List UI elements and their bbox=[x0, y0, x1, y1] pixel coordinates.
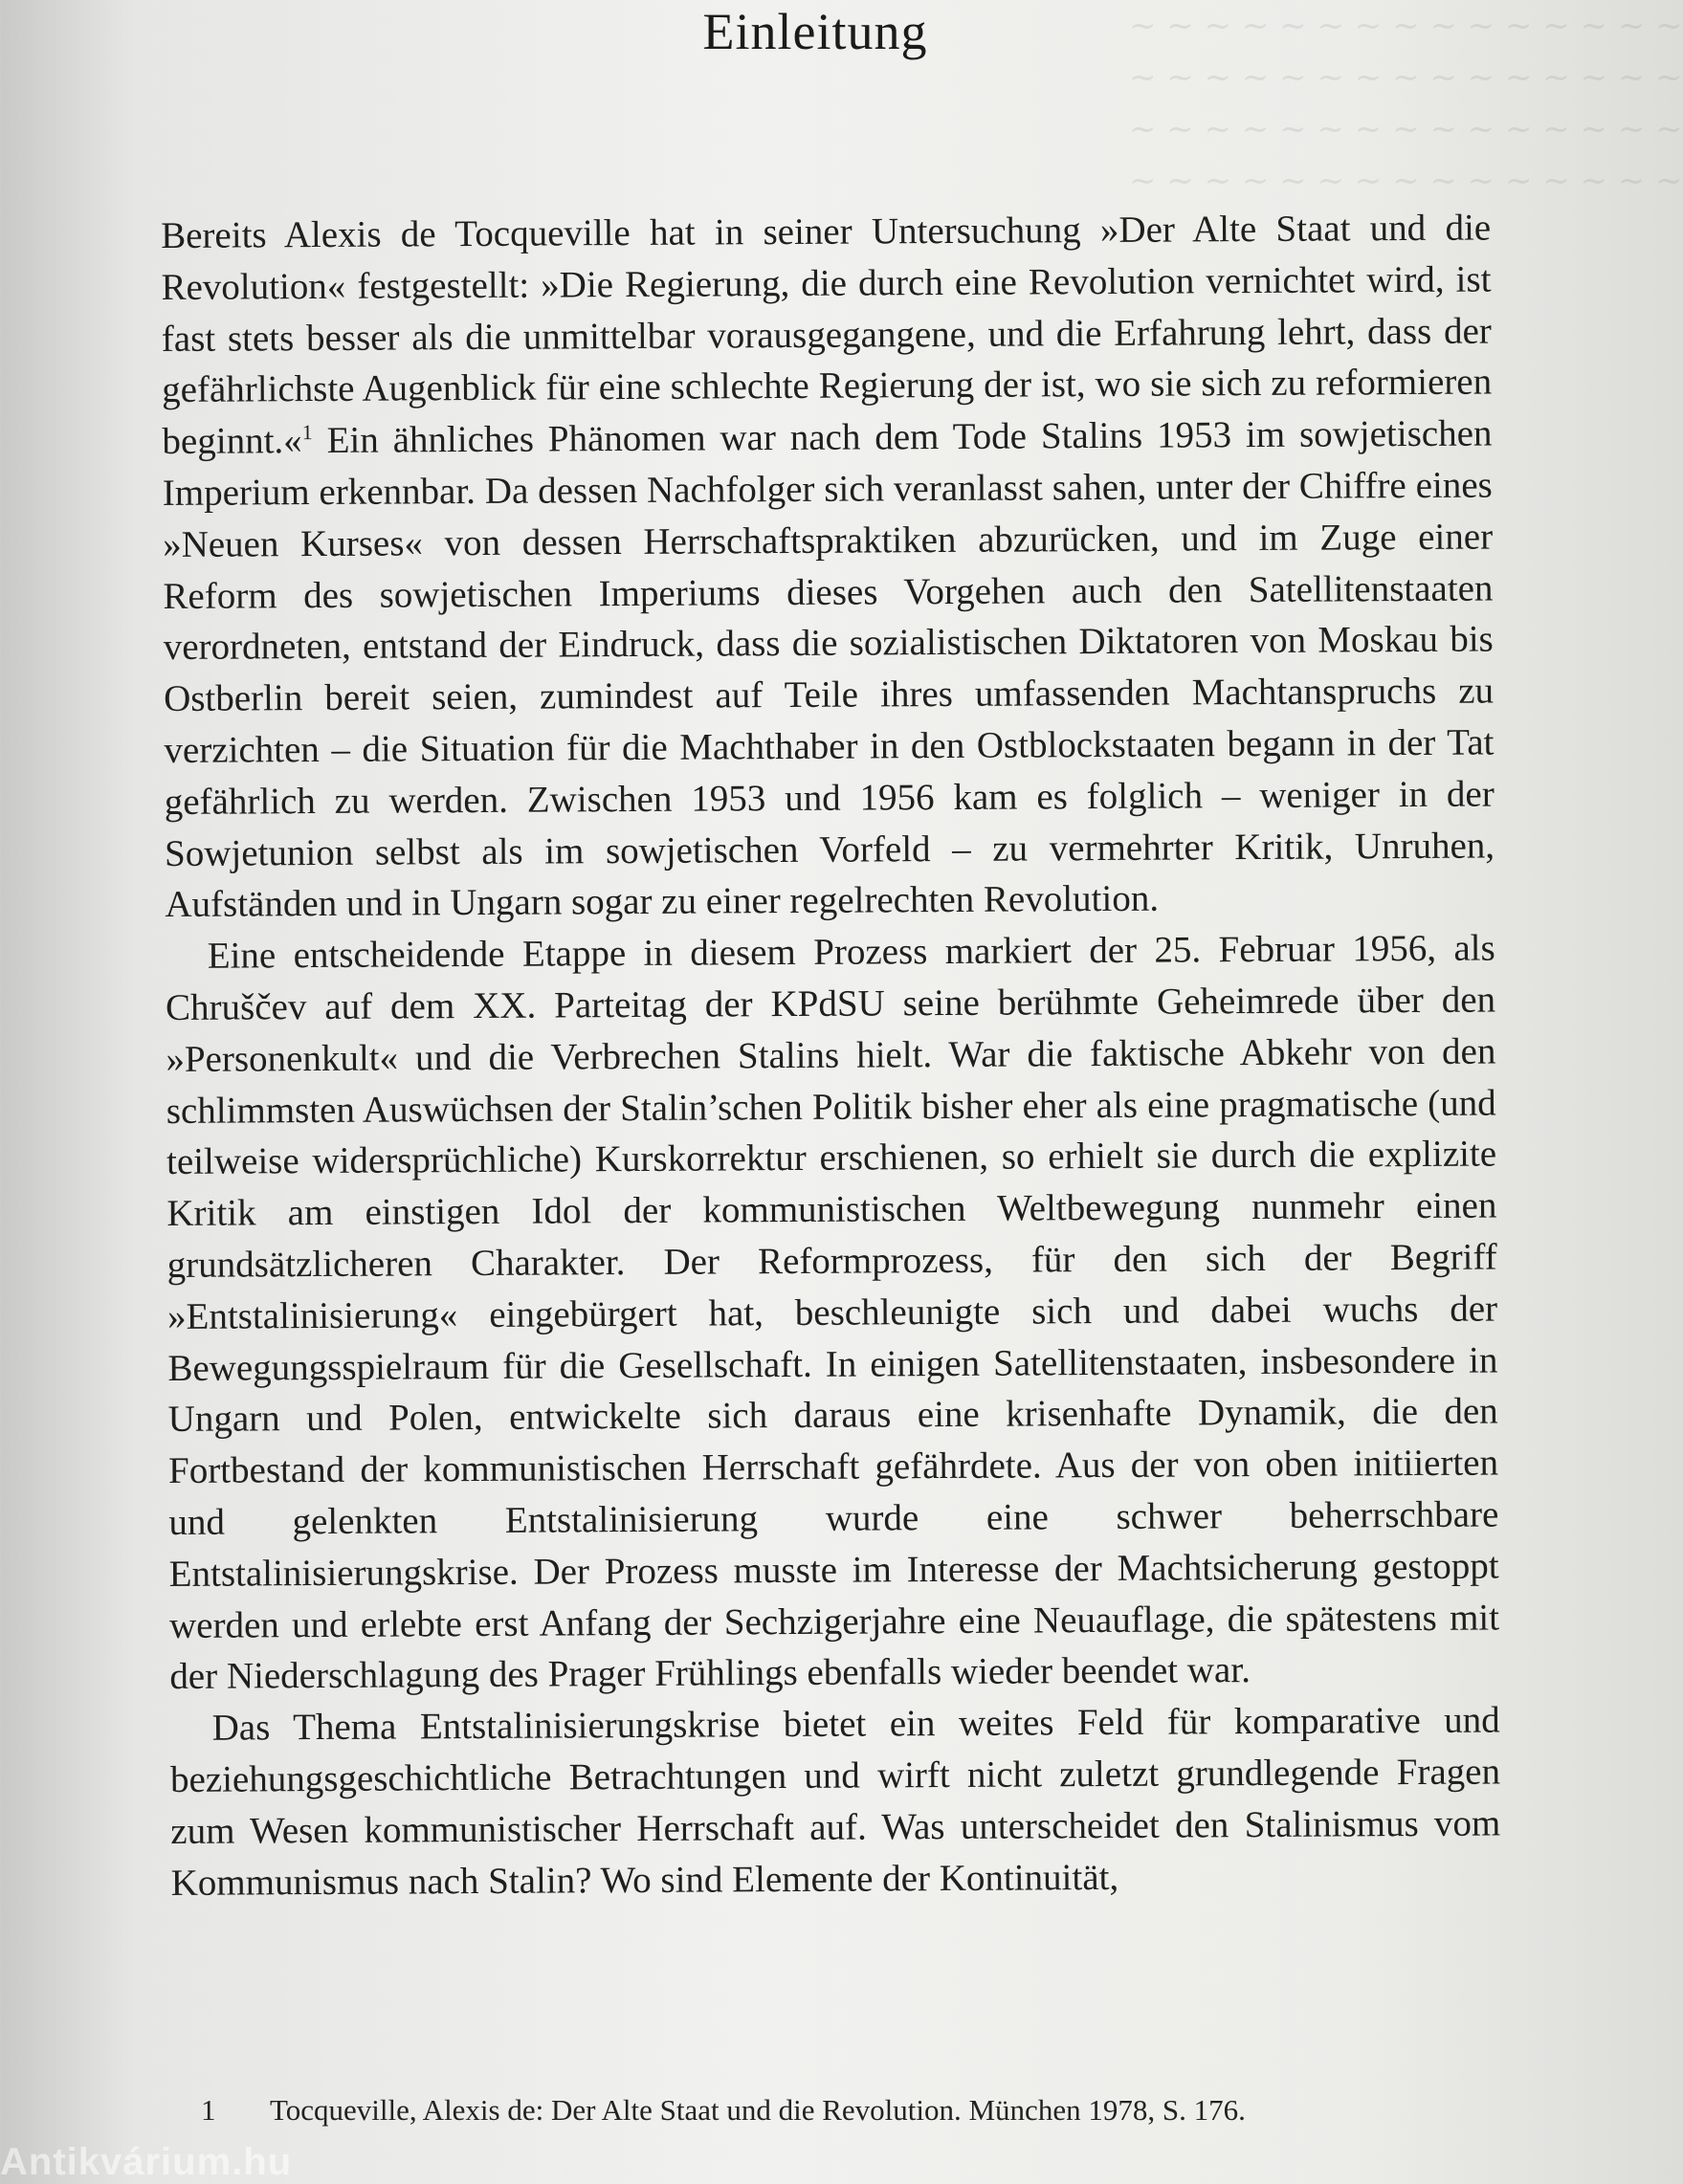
show-through-text: ~ ~ ~ ~ ~ ~ ~ ~ ~ ~ ~ ~ ~ ~ ~ ~ ~ ~ ~ ~ ~ ~ ~ ~ ~ ~ ~ ~ ~ ~ ~ ~ ~ ~ ~ ~ ~ ~ ~ ~ ~ ~ ~ ~ ~ ~ ~ ~ ~ ~ ~ ~ ~ ~ ~ ~ ~ ~ ~ ~ bbox=[1129, 7, 1683, 200]
footnote-reference[interactable]: 1 bbox=[301, 420, 313, 445]
body-text bbox=[161, 203, 1501, 1909]
paragraph-1 bbox=[161, 203, 1495, 932]
paragraph-1-continuation: Ein ähnliches Phänomen war nach dem Tode Stalins 1953 im sowjetischen Imperium erkennbar. Da dessen Nachfolger sich veranlasst sahen, unter der Chiffre eines »Neuen Kurses« von dessen Herrschaftspraktiken abzurücken, und im Zuge einer Reform des sowjetischen Imperiums dieses Vorgehen auch den Satellitenstaaten verordneten, entstand der Eindruck, dass die sozialistischen Diktatoren von Moskau bis Ostberlin bereit seien, zumindest auf Teile ihres umfassenden Machtanspruchs zu verzichten – die Situation für die Machthaber in den Ostblockstaaten begann in der Tat gefährlich zu werden. Zwischen 1953 und 1956 kam es folglich – weniger in der Sowjetunion selbst als im sowjetischen Vorfeld – zu vermehrter Kritik, Unruhen, Aufständen und in Ungarn sogar zu einer regelrechten Revolution. bbox=[162, 412, 1495, 926]
paragraph-3: Das Thema Entstalinisierungskrise bietet ein weites Feld für komparative und beziehungsgeschichtliche Betrachtungen und wirft nicht zuletzt grundlegende Fragen zum Wesen kommunistischer Herrschaft auf. Was unterscheidet den Stalinismus vom Kommunismus nach Stalin? Wo sind Elemente der Kontinuität, bbox=[169, 1699, 1501, 1904]
footnote-text: Tocqueville, Alexis de: Der Alte Staat und die Revolution. München 1978, S. 176. bbox=[270, 2093, 1246, 2127]
paragraph-1-text: Bereits Alexis de Tocqueville hat in seiner Untersuchung »Der Alte Staat und die Revolution« festgestellt: »Die Regierung, die durch eine Revolution vernichtet wird, ist fast stets besser als die unmittelbar vorausgegangene, und die Erfahrung lehrt, dass der gefährlichste Augenblick für eine schlechte Regierung der ist, wo sie sich zu reformieren beginnt.« bbox=[161, 207, 1493, 463]
footnote bbox=[201, 2093, 1246, 2128]
watermark: Antikvárium.hu bbox=[0, 2141, 293, 2183]
chapter-title: Einleitung bbox=[702, 3, 928, 60]
footnote-number: 1 bbox=[201, 2093, 216, 2127]
paragraph-2: Eine entscheidende Etappe in diesem Prozess markiert der 25. Februar 1956, als Chruščev auf dem XX. Parteitag der KPdSU seine berühmte Geheimrede über den »Personenkult« und die Verbrechen Stalins hielt. War die faktische Abkehr von den schlimmsten Auswüchsen der Stalin’schen Politik bisher eher als eine pragmatische (und teilweise widersprüchliche) Kurskorrektur erschienen, so erhielt sie durch die explizite Kritik am einstigen Idol der kommunistischen Weltbewegung nunmehr einen grundsätzlicheren Charakter. Der Reformprozess, für den sich der Begriff »Entstalinisierung« eingebürgert hat, beschleunigte sich und dabei wuchs der Bewegungsspielraum für die Gesellschaft. In einigen Satellitenstaaten, insbesondere in Ungarn und Polen, entwickelte sich daraus eine krisenhafte Dynamik, die den Fortbestand der kommunistischen Herrschaft gefährdete. Aus der von oben initiierten und gelenkten Entstalinisierung wurde eine schwer beherrschbare Entstalinisierungskrise. Der Prozess musste im Interesse der Machtsicherung gestoppt werden und erlebte erst Anfang der Sechzigerjahre eine Neuauflage, die spätestens mit der Niederschlagung des Prager Frühlings ebenfalls wieder beendet war. bbox=[165, 927, 1500, 1698]
